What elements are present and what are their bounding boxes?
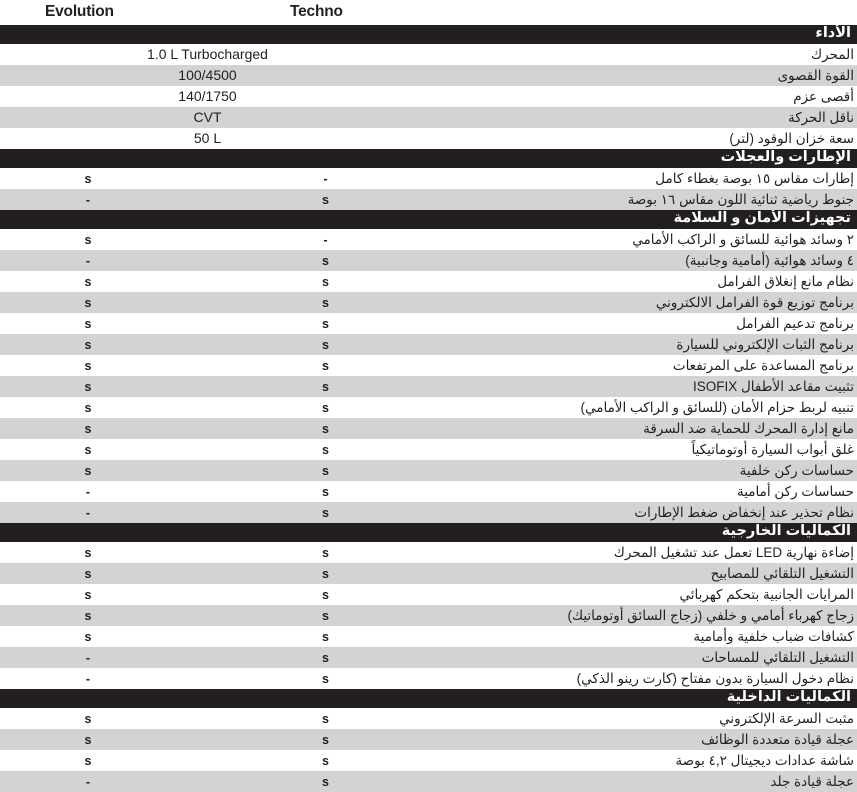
feature-label: تثبيت مقاعد الأطفال ISOFIX <box>692 379 854 394</box>
cell-evolution <box>0 708 176 729</box>
standard-marker: s <box>322 193 329 207</box>
standard-marker: s <box>322 359 329 373</box>
cell-evolution <box>0 168 176 189</box>
table-row <box>0 439 857 460</box>
standard-marker: s <box>322 485 329 499</box>
standard-marker: s <box>84 609 92 623</box>
standard-marker: s <box>322 296 329 310</box>
standard-marker: s <box>322 275 329 289</box>
standard-marker: s <box>84 630 92 644</box>
cell-techno <box>176 771 475 792</box>
standard-marker: s <box>322 422 329 436</box>
cell-techno <box>176 750 475 771</box>
spec-value-merged: 50 L <box>193 130 222 146</box>
standard-marker: s <box>322 317 329 331</box>
feature-label: نظام دخول السيارة بدون مفتاح (كارت رينو الذكي) <box>576 671 854 686</box>
cell-evolution <box>0 189 176 210</box>
feature-label: تنبيه لربط حزام الأمان (للسائق و الراكب الأمامي) <box>580 400 854 415</box>
dash-marker: - <box>85 254 91 268</box>
cell-evolution <box>0 418 176 439</box>
standard-marker: s <box>322 609 329 623</box>
standard-marker: s <box>84 712 92 726</box>
column-header-row <box>0 0 857 25</box>
standard-marker: s <box>84 172 92 186</box>
cell-techno <box>176 292 475 313</box>
cell-evolution <box>0 250 176 271</box>
column-header-techno: Techno <box>290 3 343 20</box>
cell-techno <box>176 376 475 397</box>
standard-marker: s <box>322 380 329 394</box>
standard-marker: s <box>84 317 92 331</box>
section-title: الأداء <box>815 25 851 41</box>
table-row <box>0 771 857 792</box>
standard-marker: s <box>322 546 329 560</box>
table-row <box>0 168 857 189</box>
cell-techno <box>176 439 475 460</box>
standard-marker: s <box>322 254 329 268</box>
cell-techno <box>176 502 475 523</box>
table-row <box>0 502 857 523</box>
standard-marker: s <box>84 464 92 478</box>
feature-label: جنوط رياضية ثنائية اللون مقاس ١٦ بوصة <box>627 192 854 207</box>
cell-techno <box>176 460 475 481</box>
feature-label: التشغيل التلقائي للمساحات <box>701 650 854 665</box>
feature-label: برنامج تدعيم الفرامل <box>736 316 854 331</box>
table-row <box>0 229 857 250</box>
table-row <box>0 481 857 502</box>
cell-evolution <box>0 626 176 647</box>
feature-label: ٢ وسائد هوائية للسائق و الراكب الأمامي <box>632 232 854 247</box>
feature-label: برنامج توزيع قوة الفرامل الالكتروني <box>655 295 854 310</box>
table-row <box>0 397 857 418</box>
feature-label: ٤ وسائد هوائية (أمامية وجانبية) <box>685 253 854 268</box>
feature-label: المرايات الجانبية بتحكم كهربائي <box>679 587 854 602</box>
section-header-row <box>0 149 857 168</box>
cell-evolution <box>0 647 176 668</box>
dash-marker: - <box>85 672 91 686</box>
standard-marker: s <box>322 567 329 581</box>
standard-marker: s <box>322 630 329 644</box>
table-row <box>0 44 857 65</box>
dash-marker: - <box>85 506 91 520</box>
standard-marker: s <box>84 380 92 394</box>
cell-techno <box>176 397 475 418</box>
feature-label: زجاج كهرباء أمامي و خلفي (زجاج السائق أوتوماتيك) <box>567 608 854 623</box>
feature-label: غلق أبواب السيارة أوتوماتيكياً <box>691 442 854 457</box>
standard-marker: s <box>84 296 92 310</box>
cell-techno <box>176 668 475 689</box>
spec-value-merged: 100/4500 <box>178 67 237 83</box>
table-row <box>0 355 857 376</box>
section-header-row <box>0 523 857 542</box>
feature-label: شاشة عدادات ديجيتال ٤,٢ بوصة <box>675 753 854 768</box>
dash-marker: - <box>85 193 91 207</box>
standard-marker: s <box>84 401 92 415</box>
feature-label: حساسات ركن خلفية <box>739 463 854 478</box>
dash-marker: - <box>323 233 328 247</box>
table-row <box>0 271 857 292</box>
feature-label: التشغيل التلقائي للمصابيح <box>710 566 854 581</box>
feature-label: سعة خزان الوقود (لتر) <box>729 131 854 146</box>
table-row <box>0 626 857 647</box>
standard-marker: s <box>84 275 92 289</box>
cell-techno <box>176 168 475 189</box>
cell-evolution <box>0 460 176 481</box>
standard-marker: s <box>322 672 329 686</box>
standard-marker: s <box>84 359 92 373</box>
table-row <box>0 313 857 334</box>
table-row <box>0 668 857 689</box>
cell-evolution <box>0 439 176 460</box>
feature-label: حساسات ركن أمامية <box>737 484 854 499</box>
cell-evolution <box>0 729 176 750</box>
cell-techno <box>176 481 475 502</box>
standard-marker: s <box>84 754 92 768</box>
standard-marker: s <box>322 712 329 726</box>
table-row <box>0 107 857 128</box>
feature-label: نظام تحذير عند إنخفاض ضغط الإطارات <box>634 505 854 520</box>
cell-evolution <box>0 313 176 334</box>
feature-label: أقصى عزم <box>793 89 854 104</box>
cell-evolution <box>0 584 176 605</box>
section-header-row <box>0 25 857 44</box>
standard-marker: s <box>84 546 92 560</box>
spec-value-merged: CVT <box>193 109 222 125</box>
standard-marker: s <box>322 464 329 478</box>
standard-marker: s <box>84 338 92 352</box>
feature-label: إضاءة نهارية LED تعمل عند تشغيل المحرك <box>613 545 854 560</box>
dash-marker: - <box>323 172 328 186</box>
standard-marker: s <box>84 233 92 247</box>
table-row <box>0 292 857 313</box>
standard-marker: s <box>84 422 92 436</box>
standard-marker: s <box>84 733 92 747</box>
section-header-row <box>0 689 857 708</box>
feature-label: مانع إدارة المحرك للحماية ضد السرقة <box>643 421 854 436</box>
cell-evolution <box>0 771 176 792</box>
feature-label: كشافات ضباب خلفية وأمامية <box>693 629 854 644</box>
table-row <box>0 65 857 86</box>
feature-label: عجلة قيادة جلد <box>770 774 854 789</box>
cell-techno <box>176 542 475 563</box>
feature-label: برنامج الثبات الإلكتروني للسيارة <box>676 337 854 352</box>
standard-marker: s <box>322 588 329 602</box>
cell-evolution <box>0 563 176 584</box>
feature-label: نظام مانع إنغلاق الفرامل <box>717 274 854 289</box>
cell-evolution <box>0 750 176 771</box>
standard-marker: s <box>322 651 329 665</box>
cell-techno <box>176 334 475 355</box>
cell-evolution <box>0 355 176 376</box>
cell-techno <box>176 584 475 605</box>
feature-label: مثبت السرعة الإلكتروني <box>719 711 854 726</box>
cell-evolution <box>0 229 176 250</box>
cell-techno <box>176 189 475 210</box>
table-row <box>0 418 857 439</box>
standard-marker: s <box>322 733 329 747</box>
table-row <box>0 584 857 605</box>
cell-evolution <box>0 668 176 689</box>
spec-value-merged: 140/1750 <box>178 88 237 104</box>
section-title: تجهيزات الأمان و السلامة <box>673 210 851 226</box>
cell-techno <box>176 229 475 250</box>
cell-evolution <box>0 271 176 292</box>
table-row <box>0 647 857 668</box>
cell-techno <box>176 313 475 334</box>
standard-marker: s <box>84 443 92 457</box>
section-header-row <box>0 210 857 229</box>
feature-label: برنامج المساعدة على المرتفعات <box>672 358 854 373</box>
cell-techno <box>176 355 475 376</box>
feature-label: القوة القصوى <box>777 68 854 83</box>
table-row <box>0 189 857 210</box>
section-title: الكماليات الخارجية <box>721 523 851 539</box>
cell-techno <box>176 418 475 439</box>
table-row <box>0 86 857 107</box>
cell-techno <box>176 271 475 292</box>
standard-marker: s <box>322 401 329 415</box>
standard-marker: s <box>322 506 329 520</box>
cell-techno <box>176 729 475 750</box>
feature-label: ناقل الحركة <box>788 110 854 125</box>
section-title: الإطارات والعجلات <box>720 149 851 165</box>
cell-techno <box>176 605 475 626</box>
table-row <box>0 334 857 355</box>
dash-marker: - <box>85 485 91 499</box>
dash-marker: - <box>85 775 91 789</box>
feature-label: عجلة قيادة متعددة الوظائف <box>701 732 854 747</box>
standard-marker: s <box>322 443 329 457</box>
table-row <box>0 750 857 771</box>
column-header-evolution: Evolution <box>45 3 114 20</box>
cell-evolution <box>0 397 176 418</box>
table-row <box>0 376 857 397</box>
cell-evolution <box>0 605 176 626</box>
cell-evolution <box>0 481 176 502</box>
spec-table-body <box>0 25 857 792</box>
cell-techno <box>176 250 475 271</box>
cell-evolution <box>0 292 176 313</box>
spec-value-merged: 1.0 L Turbocharged <box>147 46 268 62</box>
standard-marker: s <box>84 567 92 581</box>
table-row <box>0 250 857 271</box>
table-row <box>0 128 857 149</box>
table-row <box>0 729 857 750</box>
cell-techno <box>176 647 475 668</box>
table-row <box>0 708 857 729</box>
standard-marker: s <box>322 338 329 352</box>
standard-marker: s <box>84 588 92 602</box>
table-row <box>0 605 857 626</box>
cell-techno <box>176 626 475 647</box>
cell-evolution <box>0 542 176 563</box>
section-title: الكماليات الداخلية <box>726 689 851 705</box>
cell-evolution <box>0 334 176 355</box>
cell-techno <box>176 563 475 584</box>
feature-label: إطارات مقاس ١٥ بوصة بغطاء كامل <box>655 171 854 186</box>
table-row <box>0 542 857 563</box>
cell-evolution <box>0 502 176 523</box>
standard-marker: s <box>322 775 329 789</box>
table-row <box>0 460 857 481</box>
table-row <box>0 563 857 584</box>
cell-evolution <box>0 376 176 397</box>
standard-marker: s <box>322 754 329 768</box>
dash-marker: - <box>85 651 91 665</box>
cell-techno <box>176 708 475 729</box>
feature-label: المحرك <box>811 47 854 62</box>
